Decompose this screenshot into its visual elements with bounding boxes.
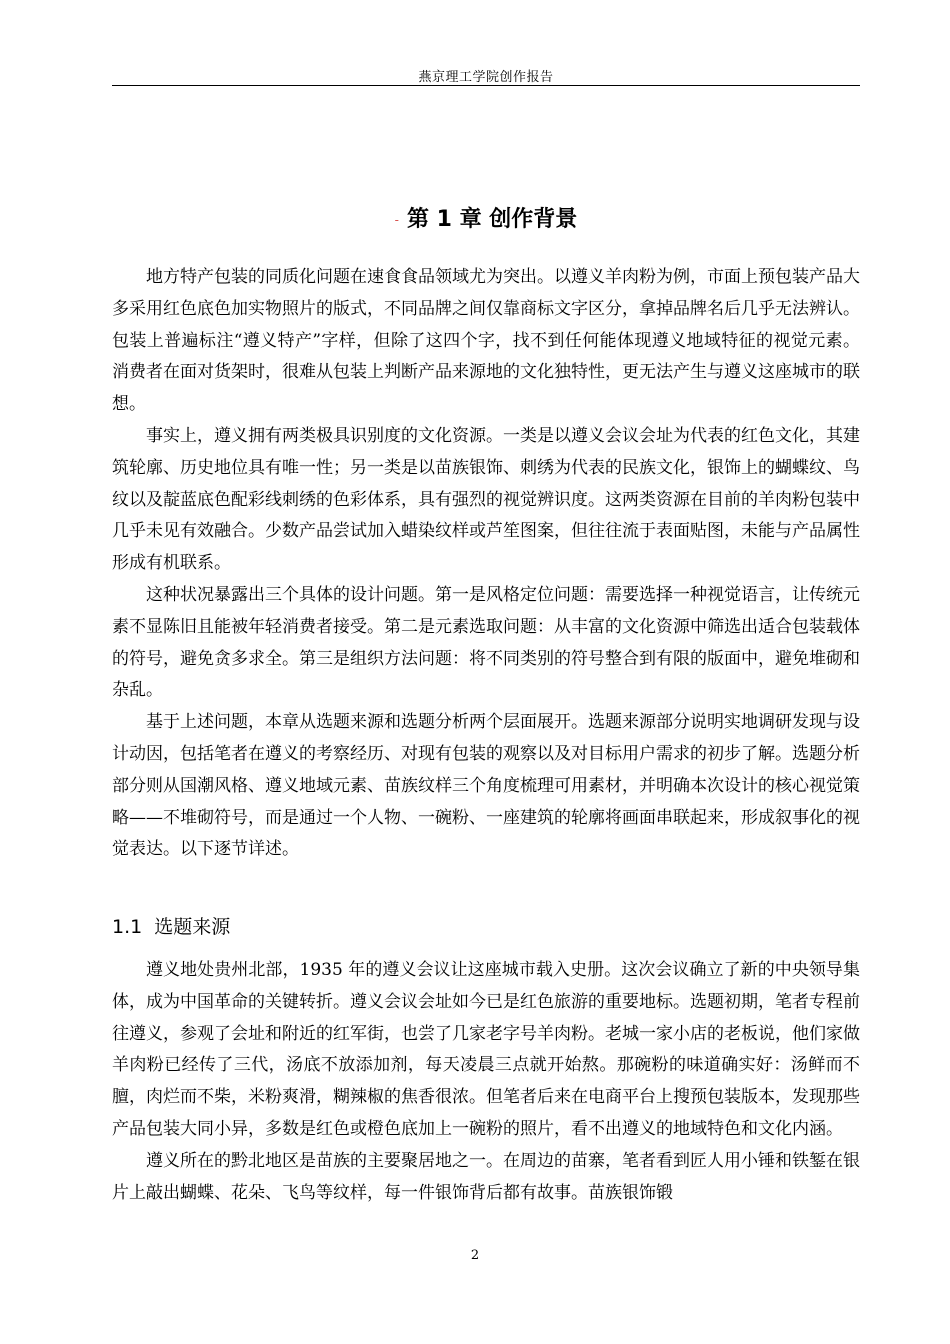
paragraph: 遵义所在的黔北地区是苗族的主要聚居地之一。在周边的苗寨，笔者看到匠人用小锤和铁錾在银片上敲出蝴蝶、花朵、飞鸟等纹样，每一件银饰背后都有故事。苗族银饰锻 xyxy=(112,1150,860,1203)
paragraph: 这种状况暴露出三个具体的设计问题。第一是风格定位问题：需要选择一种视觉语言，让传统元素不显陈旧且能被年轻消费者接受。第二是元素选取问题：从丰富的文化资源中筛选出适合包装载体的符号，避免贪多求全。第三是组织方法问题：将不同类别的符号整合到有限的版面中，避免堆砌和杂乱。 xyxy=(112,584,860,701)
header-divider xyxy=(112,85,860,86)
paragraph: 基于上述问题，本章从选题来源和选题分析两个层面展开。选题来源部分说明实地调研发现与设计动因，包括笔者在遵义的考察经历、对现有包装的观察以及对目标用户需求的初步了解。选题分析部分则从国潮风格、遵义地域元素、苗族纹样三个角度梳理可用素材，并明确本次设计的核心视觉策略——不堆砌符号，而是通过一个人物、一碗粉、一座建筑的轮廓将画面串联起来，形成叙事化的视觉表达。以下逐节详述。 xyxy=(112,712,860,860)
section-title: 选题来源 xyxy=(154,916,231,938)
chapter-marker: - xyxy=(394,213,400,227)
section-heading xyxy=(112,912,230,939)
section-body xyxy=(112,955,860,1209)
paragraph: 地方特产包装的同质化问题在速食食品领域尤为突出。以遵义羊肉粉为例，市面上预包装产品大多采用红色底色加实物照片的版式，不同品牌之间仅靠商标文字区分，拿掉品牌名后几乎无法辨认。包装上普遍标注“遵义特产”字样，但除了这四个字，找不到任何能体现遵义地域特征的视觉元素。消费者在面对货架时，很难从包装上判断产品来源地的文化独特性，更无法产生与遵义这座城市的联想。 xyxy=(112,267,860,415)
chapter-heading xyxy=(112,202,860,233)
page-header-title: 燕京理工学院创作报告 xyxy=(418,70,554,85)
section-number: 1.1 xyxy=(112,916,143,938)
intro-body xyxy=(112,262,860,866)
paragraph: 事实上，遵义拥有两类极具识别度的文化资源。一类是以遵义会议会址为代表的红色文化，其建筑轮廓、历史地位具有唯一性；另一类是以苗族银饰、刺绣为代表的民族文化，银饰上的蝴蝶纹、鸟纹以及靛蓝底色配彩线刺绣的色彩体系，具有强烈的视觉辨识度。这两类资源在目前的羊肉粉包装中几乎未见有效融合。少数产品尝试加入蜡染纹样或芦笙图案，但往往流于表面贴图，未能与产品属性形成有机联系。 xyxy=(112,425,860,574)
page-number: 2 xyxy=(470,1248,480,1263)
chapter-title: 第 1 章 创作背景 xyxy=(407,207,578,232)
paragraph: 遵义地处贵州北部，1935 年的遵义会议让这座城市载入史册。这次会议确立了新的中央领导集体，成为中国革命的关键转折。遵义会议会址如今已是红色旅游的重要地标。选题初期，笔者专程前往遵义，参观了会址和附近的红军街，也尝了几家老字号羊肉粉。老城一家小店的老板说，他们家做羊肉粉已经传了三代，汤底不放添加剂，每天凌晨三点就开始熬。那碗粉的味道确实好：汤鲜而不膻，肉烂而不柴，米粉爽滑，糊辣椒的焦香很浓。但笔者后来在电商平台上搜预包装版本，发现那些产品包装大同小异，多数是红色或橙色底加上一碗粉的照片，看不出遵义的地域特色和文化内涵。 xyxy=(112,960,860,1139)
